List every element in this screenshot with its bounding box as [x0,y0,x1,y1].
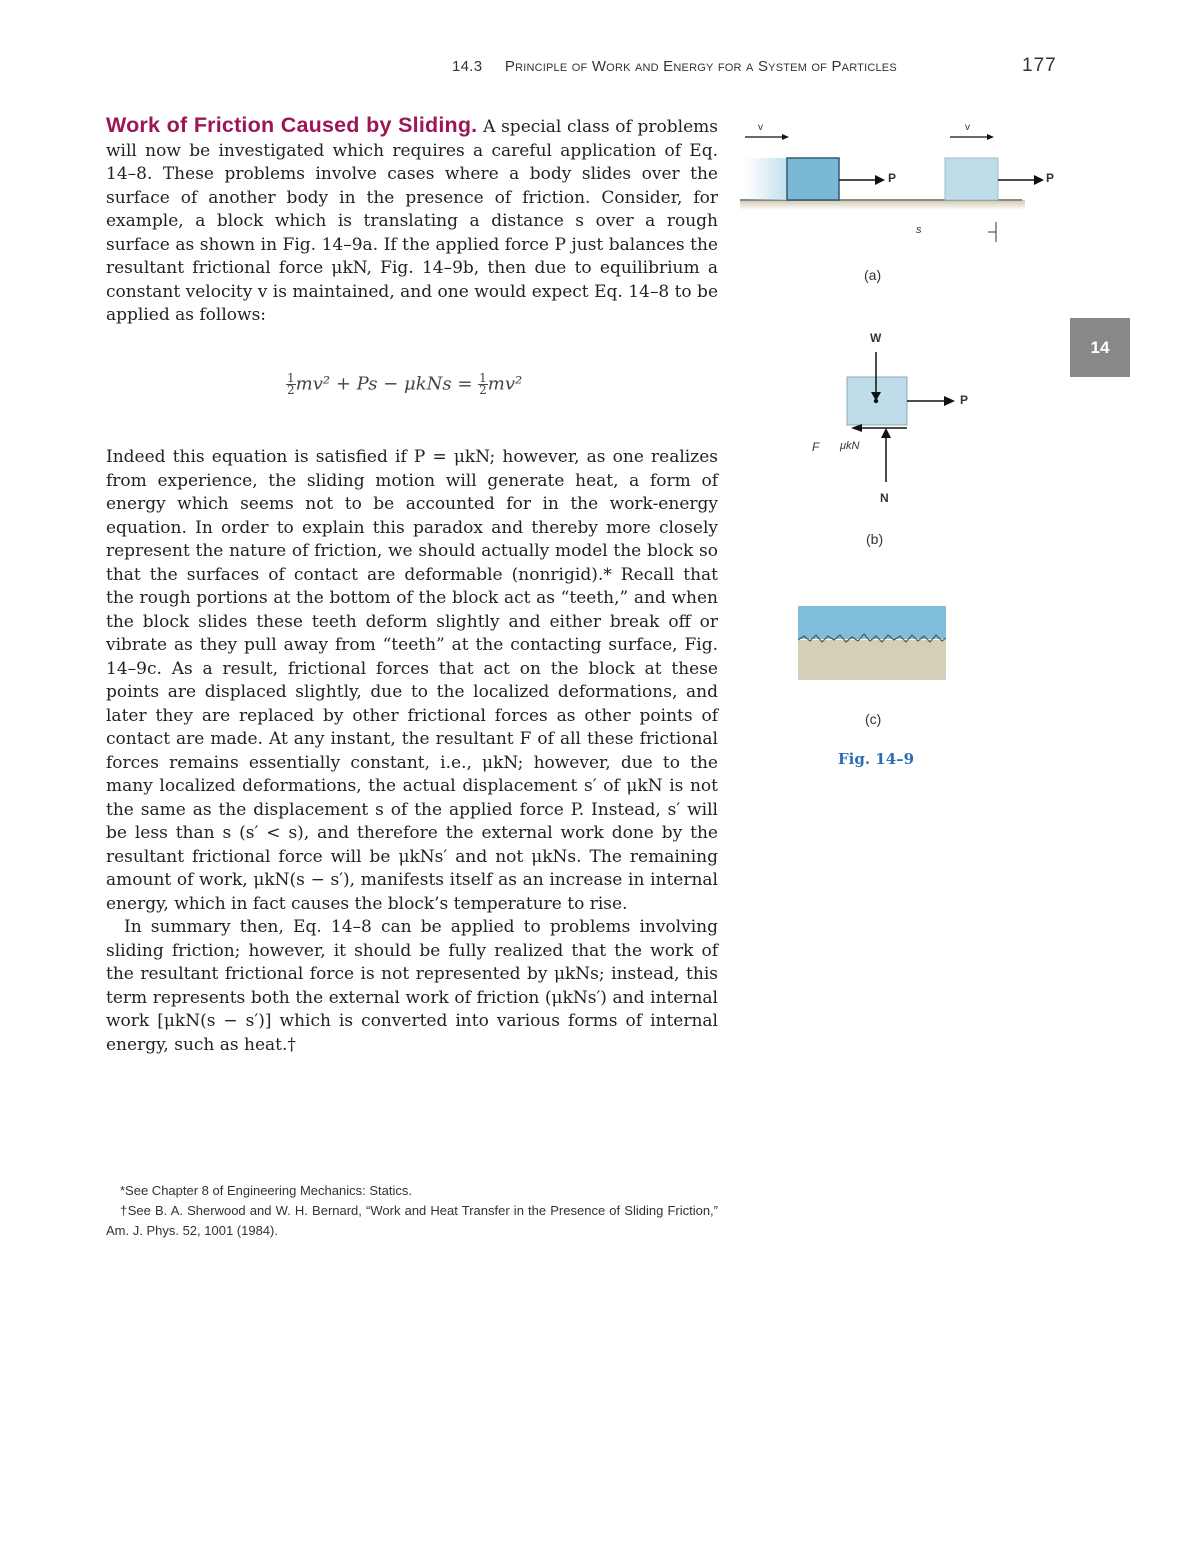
page-number: 177 [1022,55,1057,76]
applied-force-arrowhead [944,396,955,406]
block-initial [787,158,839,200]
velocity-arrowhead-1 [782,134,789,140]
force-p-arrowhead-1 [875,175,885,185]
paragraph-3: In summary then, Eq. 14–8 can be applied to problems involving sliding friction; however, it should be fully realized that the work of the resultant frictional force is not represented by μkNs; instead, this term represents both the external work of friction (μkNs′) and internal work [μkN(s − s′)] which is converted into various forms of internal energy, such as heat.† [106,917,718,1055]
label-b: (b) [866,531,884,547]
figure-caption: Fig. 14–9 [838,750,915,768]
normal-force-arrowhead [881,428,891,438]
paragraph-1-text: A special class of problems will now be investigated which requires a careful application of Eq. 14–8. These problems involve cases where a body slides over the surface of another body in the presence of friction. Consider, for example, a block which is translating a distance s over a rough surface as shown in Fig. 14–9a. If the applied force P just balances the resultant frictional force μkN, Fig. 14–9b, then due to equilibrium a constant velocity v is maintained, and one would expect Eq. 14–8 to be applied as follows: [106,117,718,325]
label-s: s [916,224,922,236]
section-number: 14.3 [452,58,483,75]
label-v1: v [758,122,763,133]
section-heading: Work of Friction Caused by Sliding. [106,113,478,137]
label-mukn: μkN [840,440,860,452]
label-v2: v [965,122,970,133]
label-w: W [870,331,882,345]
surface-ground [798,640,946,680]
velocity-arrowhead-2 [987,134,994,140]
label-a: (a) [864,267,882,283]
label-p2: P [1046,171,1055,185]
section-title: Principle of Work and Energy for a System of Particles [504,58,897,75]
half-fraction-right: $\frac{1}{2}$ [479,371,487,397]
equation-left: mv² + Ps − μkNs = [295,373,479,395]
paragraph-2: Indeed this equation is satisfied if P = μkN; however, as one realizes from experience, the sliding motion will generate heat, a form of energy which seems not to be accounted for in the work-energy equation. In order to explain this paradox and thereby more closely represent the nature of friction, we should actually model the block so that the surfaces of contact are deformable (nonrigid).* Recall that the rough portions at the bottom of the block act as “teeth,” and when the block slides these teeth deform slightly and either break off or vibrate as they pull away from “teeth” at the contacting surface, Fig. 14–9c. As a result, frictional forces that act on the block at these points are displaced slightly, due to the localized deformations, and later they are replaced by other frictional forces as other points of contact are made. At any instant, the resultant F of all these frictional forces remains essentially constant, i.e., μkN; however, due to the many localized deformations, the actual displacement s′ of μkN is not the same as the displacement s of the applied force P. Instead, s′ will be less than s (s′ < s), and therefore the external work done by the resultant frictional force will be μkNs′ and not μkNs. The remaining amount of work, μkN(s − s′), manifests itself as an increase in internal energy, which in fact causes the block’s temperature to rise. [106,447,718,914]
footnote-1: *See Chapter 8 of Engineering Mechanics: Statics. [120,1183,412,1198]
figure-a [740,134,1044,242]
figure-b [847,352,955,482]
chapter-tab-label: 14 [1090,337,1110,357]
center-of-mass [874,399,878,403]
floor-surface [740,200,1025,210]
half-fraction-left: $\frac{1}{2}$ [287,371,295,397]
footnotes [106,1181,718,1241]
label-pb: P [960,393,969,407]
label-c: (c) [865,711,882,727]
figure-c [798,606,946,680]
block-final [945,158,998,200]
force-p-arrowhead-2 [1034,175,1044,185]
label-f: F [812,440,820,454]
equation-right: mv² [487,373,523,395]
motion-blur [745,158,787,200]
label-n: N [880,491,889,505]
label-p1: P [888,171,897,185]
surface-block [798,606,946,639]
footnote-2: †See B. A. Sherwood and W. H. Bernard, “Work and Heat Transfer in the Presence of Sliding Friction,” Am. J. Phys. 52, 1001 (1984). [106,1203,718,1238]
